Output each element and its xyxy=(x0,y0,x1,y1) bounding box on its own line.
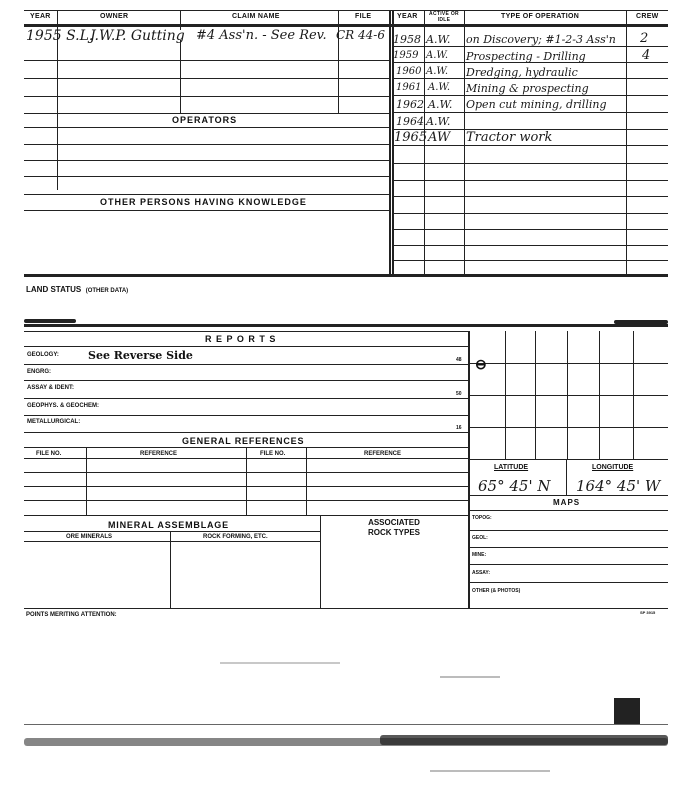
land-status-subtitle: (OTHER DATA) xyxy=(85,288,129,294)
land-status-title: LAND STATUS xyxy=(26,285,82,294)
operation-status: A.W. xyxy=(426,115,451,128)
geology-label: GEOLOGY: xyxy=(27,352,59,358)
ref-file-no-2: FILE NO. xyxy=(260,451,286,457)
claim-year: 1955 S.L. xyxy=(26,28,94,44)
land-status xyxy=(26,279,128,297)
scan-speck xyxy=(430,770,550,772)
header-active-idle: ACTIVE OR IDLE xyxy=(429,11,459,23)
operation-type: Dredging, hydraulic xyxy=(466,66,578,79)
ref-reference-2: REFERENCE xyxy=(364,451,402,457)
header-year-right: YEAR xyxy=(397,13,418,20)
points-meriting-label: POINTS MERITING ATTENTION: xyxy=(26,612,117,618)
scan-mark-band-dark xyxy=(380,735,668,745)
ore-minerals-header: ORE MINERALS xyxy=(66,534,113,540)
circle-symbol-icon: ⊖ xyxy=(475,356,487,372)
latitude-value: 65° 45' N xyxy=(478,477,551,495)
operation-year: 1960 xyxy=(396,66,422,77)
geophys-label: GEOPHYS. & GEOCHEM: xyxy=(27,403,100,409)
maps-title: MAPS xyxy=(553,498,581,507)
ref-file-no-1: FILE NO. xyxy=(36,451,62,457)
associated-rock-types-title xyxy=(320,518,468,538)
header-crew: CREW xyxy=(636,13,659,20)
num-50: 50 xyxy=(456,391,462,397)
header-owner: OWNER xyxy=(100,13,129,20)
operation-crew: 2 xyxy=(640,31,649,46)
mineral-assemblage-title: MINERAL ASSEMBLAGE xyxy=(108,520,229,530)
num-16: 16 xyxy=(456,425,462,431)
maps-geol: GEOL: xyxy=(472,535,488,541)
operation-type: on Discovery; #1-2-3 Ass'n xyxy=(466,33,616,46)
engrg-label: ENGRG: xyxy=(27,369,51,375)
general-references-title: GENERAL REFERENCES xyxy=(182,436,305,446)
associated-label: ASSOCIATED xyxy=(368,518,420,527)
operation-status: A.W. xyxy=(426,66,449,77)
latitude-label: LATITUDE xyxy=(494,464,529,471)
operation-type: Open cut mining, drilling xyxy=(466,98,607,111)
scan-speck xyxy=(220,662,340,664)
operation-type: Prospecting - Drilling xyxy=(466,50,586,63)
operation-year: 1959 xyxy=(393,50,419,61)
rock-types-label: ROCK TYPES xyxy=(367,528,420,537)
header-file: FILE xyxy=(355,13,372,20)
claim-name: #4 Ass'n. - See Rev. xyxy=(196,28,327,43)
header-year: YEAR xyxy=(30,13,51,20)
claim-owner: J.W.P. Gutting xyxy=(90,28,185,44)
operation-year: 1958 xyxy=(393,33,421,46)
operation-year: 1965 xyxy=(394,130,428,145)
scan-mark-block xyxy=(614,698,640,724)
ref-reference-1: REFERENCE xyxy=(140,451,178,457)
operation-type: Tractor work xyxy=(466,130,553,145)
num-48: 48 xyxy=(456,357,462,363)
rock-forming-header: ROCK FORMING, ETC. xyxy=(203,534,268,540)
maps-topog: TOPOG: xyxy=(472,515,492,521)
scan-speck xyxy=(440,676,500,678)
maps-assay: ASSAY: xyxy=(472,570,491,576)
header-type-of-operation: TYPE OF OPERATION xyxy=(501,13,580,20)
maps-mine: MINE: xyxy=(472,552,487,558)
operation-status: A.W. xyxy=(428,82,451,93)
claim-file: CR 44-6 xyxy=(336,28,385,42)
operation-crew: 4 xyxy=(642,48,651,63)
reports-title: R E P O R T S xyxy=(205,334,277,344)
geology-value: See Reverse Side xyxy=(88,349,193,362)
operation-year: 1961 xyxy=(396,82,422,93)
form-code: SP 3915 xyxy=(640,610,656,615)
operation-status: A.W. xyxy=(426,33,451,46)
operators-title: OPERATORS xyxy=(172,115,238,125)
operation-year: 1962 xyxy=(396,98,424,111)
header-claim-name: CLAIM NAME xyxy=(232,13,280,20)
operation-status: AW xyxy=(428,130,451,145)
operation-type: Mining & prospecting xyxy=(466,82,589,95)
maps-other: OTHER (& PHOTOS) xyxy=(472,588,521,594)
operation-status: A.W. xyxy=(428,98,453,111)
operation-year: 1964 xyxy=(396,115,424,128)
other-persons-title: OTHER PERSONS HAVING KNOWLEDGE xyxy=(100,197,307,207)
operation-status: A.W. xyxy=(426,50,449,61)
scan-mark-left xyxy=(24,319,76,323)
assay-ident-label: ASSAY & IDENT: xyxy=(27,385,75,391)
longitude-value: 164° 45' W xyxy=(576,477,661,495)
metallurgical-label: METALLURGICAL: xyxy=(27,419,81,425)
longitude-label: LONGITUDE xyxy=(592,464,634,471)
